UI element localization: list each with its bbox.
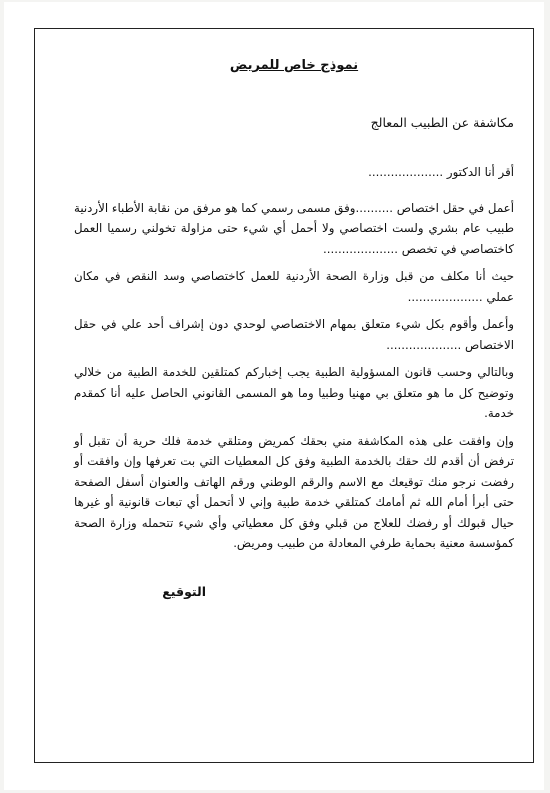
document-body bbox=[74, 58, 514, 599]
document-sheet bbox=[4, 2, 544, 790]
paragraph-liability: وبالتالي وحسب قانون المسؤولية الطبية يجب إخباركم كمتلقين للخدمة الطبية من خلالي وتوضيح كل ما هو متعلق بي مهنيا وطبيا وما هو المسمى القانوني الحاصل عليه أنا كمقدم خدمة. bbox=[74, 365, 514, 420]
paragraph-duties: وأعمل وأقوم بكل شيء متعلق بمهام الاختصاصي لوحدي دون إشراف أحد علي في حقل الاختصاص .................... bbox=[74, 317, 514, 352]
document-heading: مكاشفة عن الطبيب المعالج bbox=[370, 115, 514, 130]
paragraph-consent: وإن وافقت على هذه المكاشفة مني بحقك كمريض ومتلقي خدمة فلك حرية أن تقبل أو ترفض أن أقدم لك حقك بالخدمة الطبية وفق كل المعطيات التي بت تعرفها وإن وافقت أو رفضت نرجو منك توقيعك مع الاسم والرقم الوطني ورقم الهاتف والعنوان أسفل الصفحة حتى أبرأ أمام الله ثم أمامك كمتلقي خدمة طبية وإني لا أتحمل أي تبعات قانونية أو غيرها حيال قبولك أو رفضك للعلاج من قبلي وفق كل معطياتي وأي شيء تتحمله وزارة الصحة كمؤسسة معنية بحماية طرفي المعادلة من طبيب ومريض. bbox=[74, 433, 514, 550]
signature-label: التوقيع bbox=[162, 583, 206, 599]
paragraph-assignment: حيث أنا مكلف من قبل وزارة الصحة الأردنية للعمل كاختصاصي وسد النقص في مكان عملي .................... bbox=[74, 269, 514, 304]
paragraph-specialty: أعمل في حقل اختصاص ..........وفق مسمى رسمي كما هو مرفق من نقابة الأطباء الأردنية طبيب عام بشري ولست اختصاصي ولا أحمل أي شيء حتى مزاولة تخولني رسميا العمل كاختصاصي في تخصص .................... bbox=[74, 200, 514, 256]
paragraph-doctor-declaration: أقر أنا الدكتور .................... bbox=[368, 165, 514, 179]
document-title: نموذج خاص للمريض bbox=[229, 58, 359, 73]
